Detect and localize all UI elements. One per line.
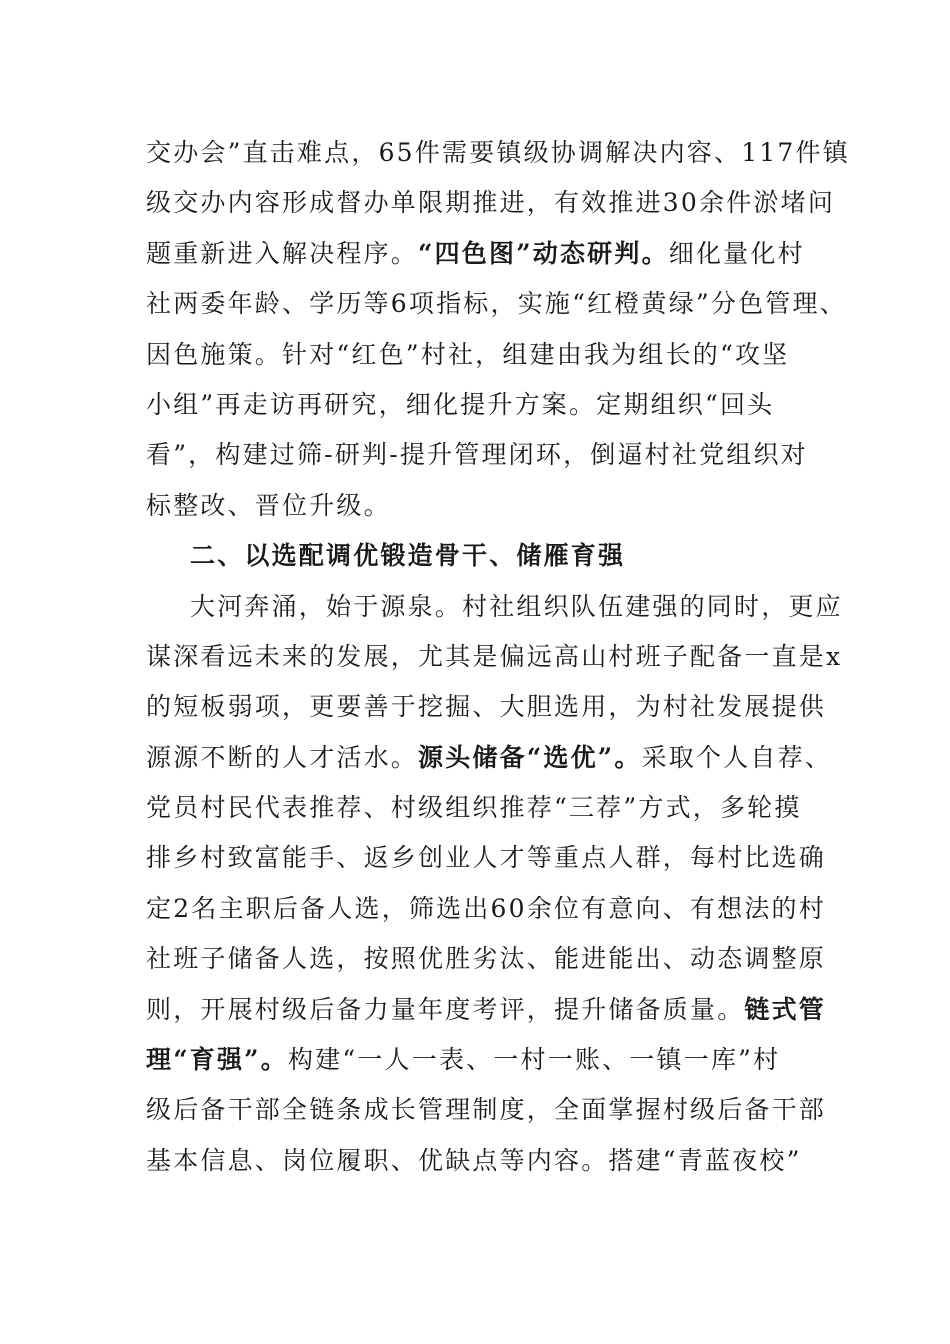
inline-subheading: “四色图”动态研判。 [418,238,669,268]
text-line: 定2名主职后备人选，筛选出60余位有意向、有想法的村 [146,893,826,923]
document-body [146,128,850,1186]
text-line: 因色施策。针对“红色”村社，组建由我为组长的“攻坚 [146,339,790,369]
inline-subheading: 源头储备“选优”。 [418,742,642,772]
text-line: 理“育强”。构建“一人一表、一村一账、一镇一库”村 [146,1045,781,1075]
section-heading: 二、以选配调优锻造骨干、储雁育强 [190,541,626,571]
text-line: 社班子储备人选，按照优胜劣汰、能进能出、动态调整原 [146,944,827,974]
text-line: 交办会”直击难点，65件需要镇级协调解决内容、117件镇 [146,138,850,167]
text-line: 则，开展村级后备力量年度考评，提升储备质量。链式管 [146,994,827,1024]
text-line: 大河奔涌，始于源泉。村社组织队伍建强的同时，更应 [190,591,843,621]
inline-subheading: 链式管 [744,994,827,1024]
text-line: 级后备干部全链条成长管理制度，全面掌握村级后备干部 [146,1095,827,1125]
text-line: 基本信息、岗位履职、优缺点等内容。搭建“青蓝夜校” [146,1145,802,1175]
text-line: 标整改、晋位升级。 [146,490,391,520]
inline-subheading: 理“育强”。 [146,1045,288,1075]
text-line: 谋深看远未来的发展，尤其是偏远高山村班子配备一直是x [146,641,843,671]
text-line: 党员村民代表推荐、村级组织推荐“三荐”方式，多轮摸 [146,793,802,823]
text-line: 源源不断的人才活水。源头储备“选优”。采取个人自荐、 [146,742,832,772]
text-line: 小组”再走访再研究，细化提升方案。定期组织“回头 [146,389,775,419]
text-line: 的短板弱项，更要善于挖掘、大胆选用，为村社发展提供 [146,692,827,722]
text-line: 排乡村致富能手、返乡创业人才等重点人群，每村比选确 [146,843,827,873]
text-line: 社两委年龄、学历等6项指标，实施“红橙黄绿”分色管理、 [146,289,847,319]
text-line: 题重新进入解决程序。“四色图”动态研判。细化量化村 [146,238,805,268]
text-line: 级交办内容形成督办单限期推进，有效推进30余件淤堵问 [146,188,836,218]
text-line: 看”，构建过筛-研判-提升管理闭环，倒逼村社党组织对 [146,440,808,470]
